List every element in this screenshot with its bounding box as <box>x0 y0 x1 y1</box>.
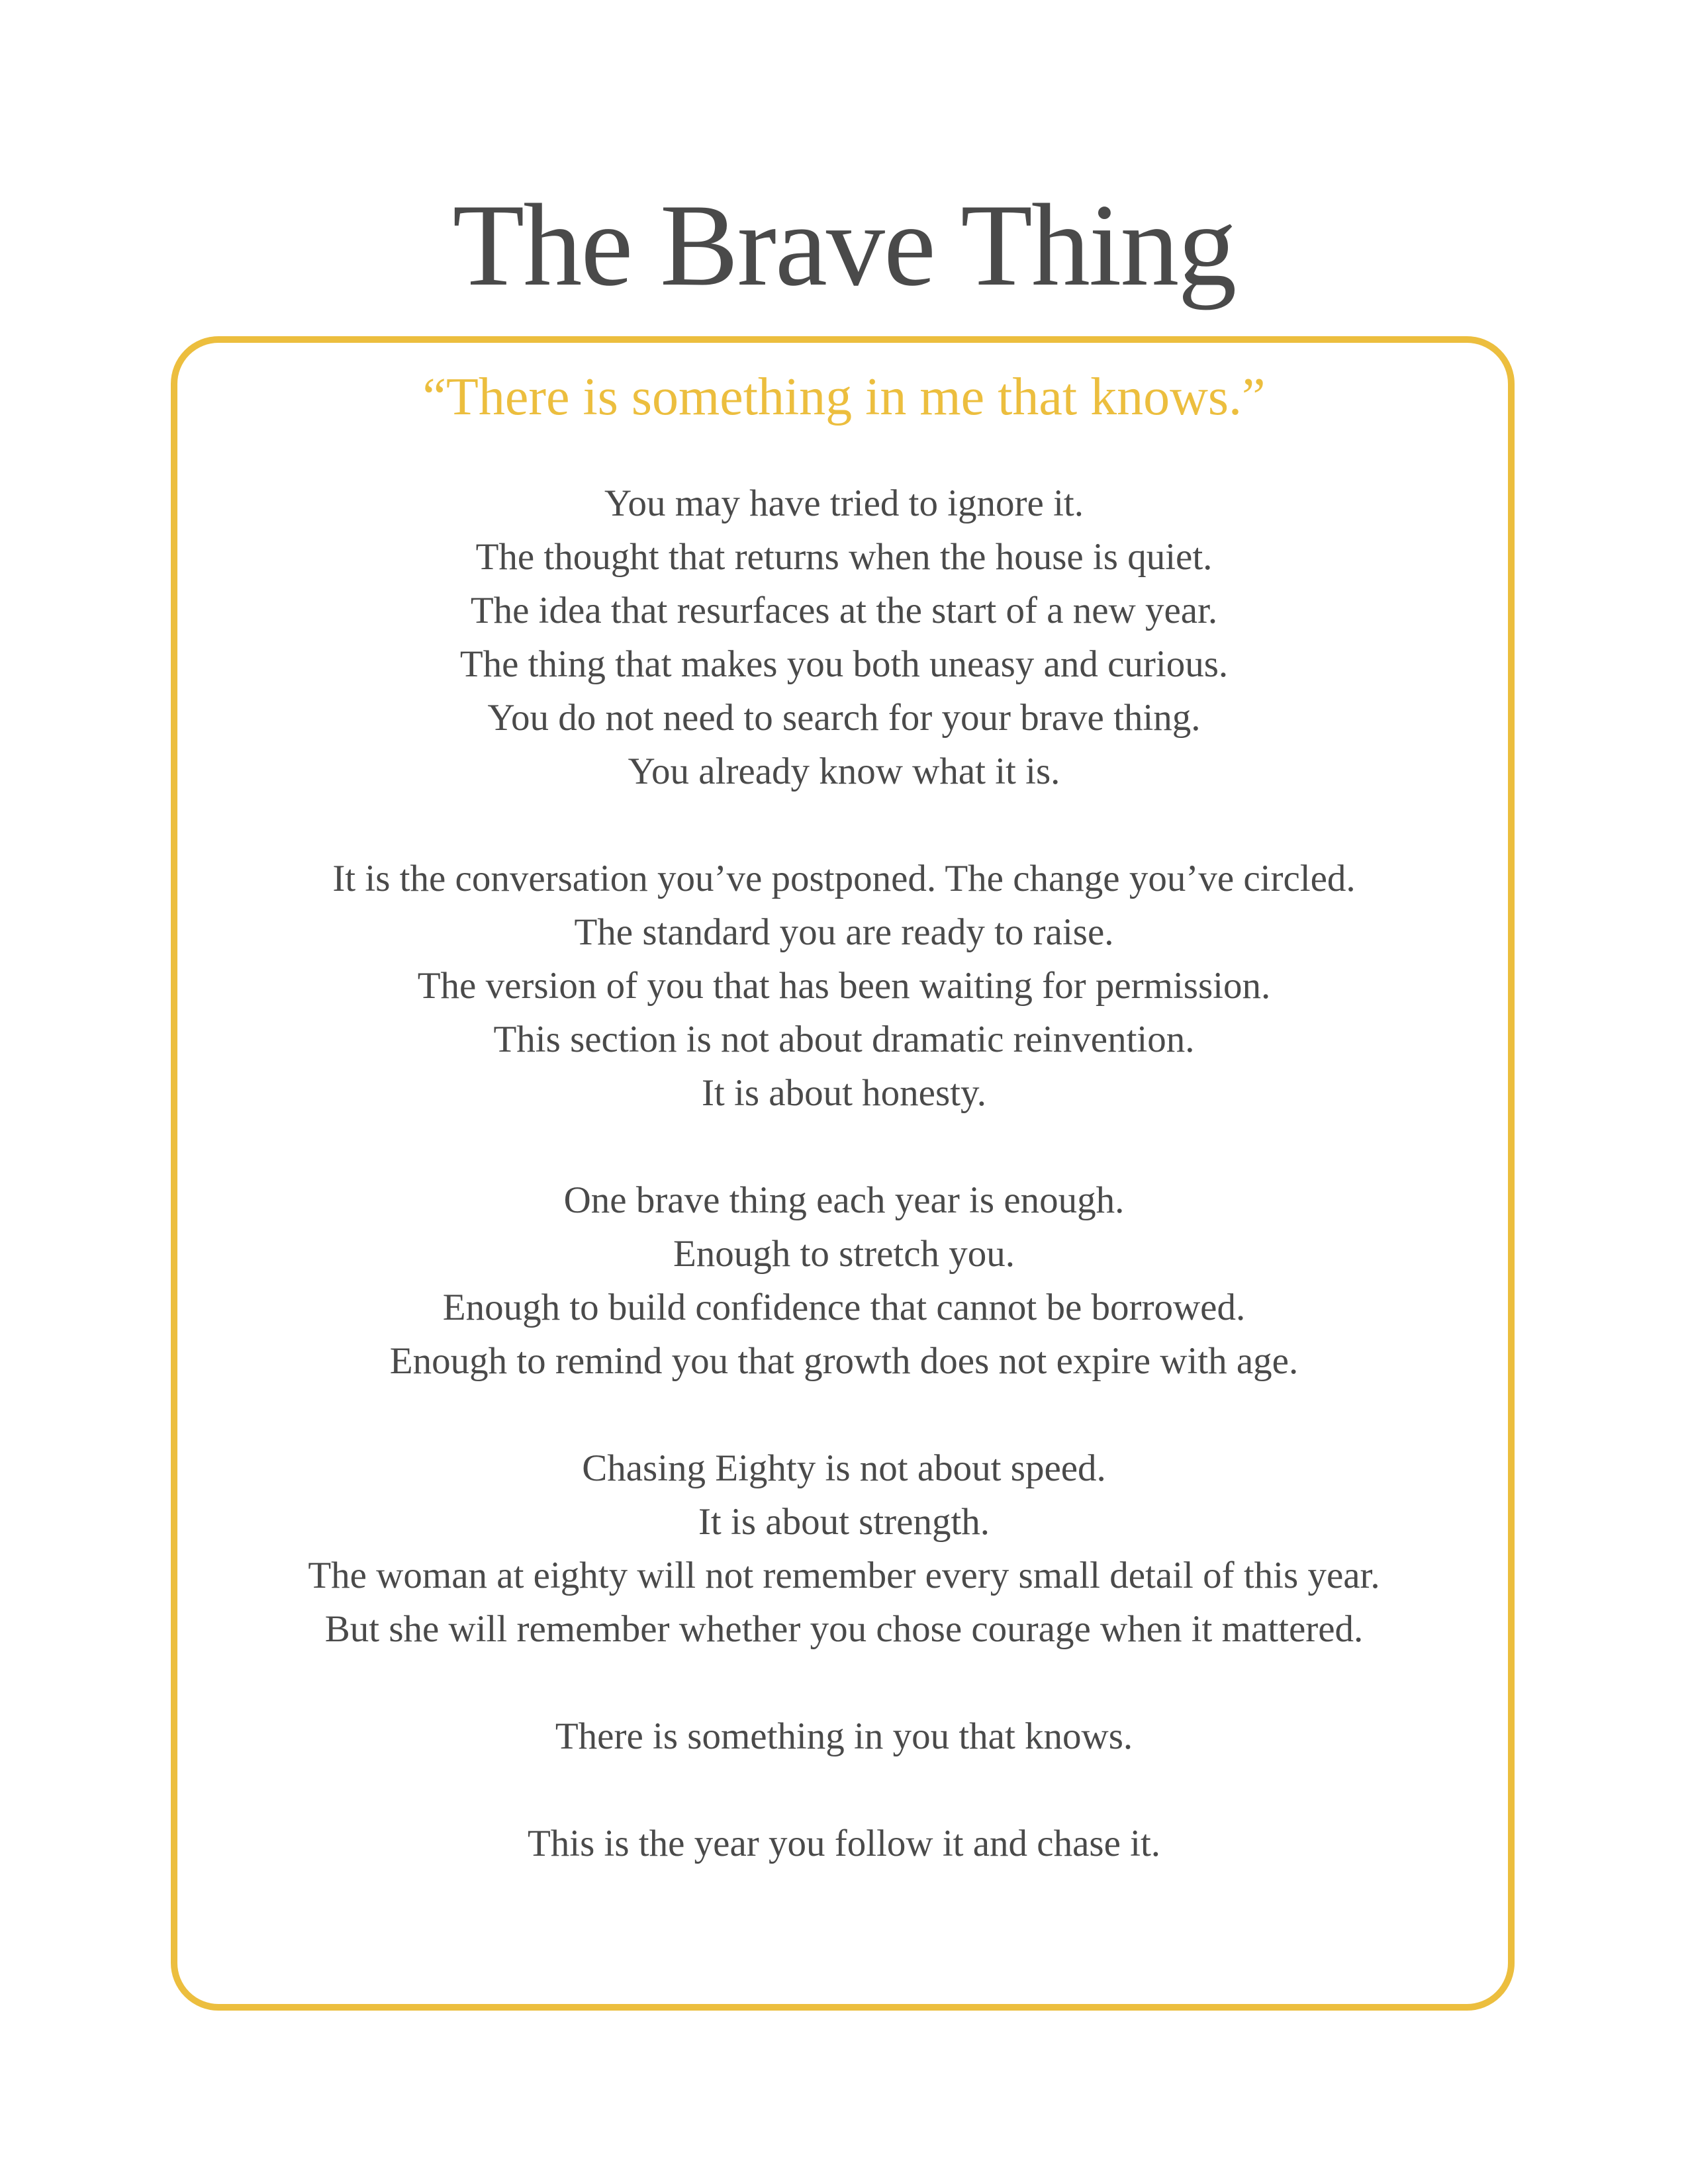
text-line: It is about honesty. <box>701 1072 987 1114</box>
text-line: This section is not about dramatic reinvention. <box>493 1019 1195 1060</box>
text-line: This is the year you follow it and chase it. <box>527 1823 1161 1864</box>
stanza-3 <box>199 1173 1489 1388</box>
text-line: It is about strength. <box>698 1501 990 1543</box>
text-line: The idea that resurfaces at the start of a new year. <box>470 590 1218 631</box>
stanza-2 <box>199 852 1489 1120</box>
text-line: Enough to build confidence that cannot be borrowed. <box>442 1287 1246 1328</box>
text-line: The version of you that has been waiting for permission. <box>417 965 1271 1007</box>
text-line: You may have tried to ignore it. <box>604 482 1084 524</box>
pull-quote: “There is something in me that knows.” <box>422 368 1266 426</box>
page-title: The Brave Thing <box>452 179 1236 310</box>
text-line: Enough to remind you that growth does not expire with age. <box>389 1340 1299 1382</box>
body-text <box>199 477 1489 1924</box>
text-line: One brave thing each year is enough. <box>563 1179 1125 1221</box>
stanza-1 <box>199 477 1489 798</box>
text-line: The woman at eighty will not remember every small detail of this year. <box>308 1555 1380 1596</box>
text-line: But she will remember whether you chose courage when it mattered. <box>324 1608 1364 1650</box>
stanza-6 <box>199 1817 1489 1870</box>
text-line: The thought that returns when the house is quiet. <box>475 536 1213 578</box>
text-line: Chasing Eighty is not about speed. <box>582 1447 1106 1489</box>
stanza-4 <box>199 1441 1489 1656</box>
text-line: You already know what it is. <box>628 751 1060 792</box>
text-line: Enough to stretch you. <box>673 1233 1015 1275</box>
text-line: The thing that makes you both uneasy and curious. <box>459 643 1229 685</box>
text-line: The standard you are ready to raise. <box>574 911 1114 953</box>
text-line: You do not need to search for your brave thing. <box>487 697 1201 739</box>
text-line: It is the conversation you’ve postponed. The change you’ve circled. <box>332 858 1356 899</box>
stanza-5 <box>199 1709 1489 1763</box>
text-line: There is something in you that knows. <box>555 1715 1133 1757</box>
